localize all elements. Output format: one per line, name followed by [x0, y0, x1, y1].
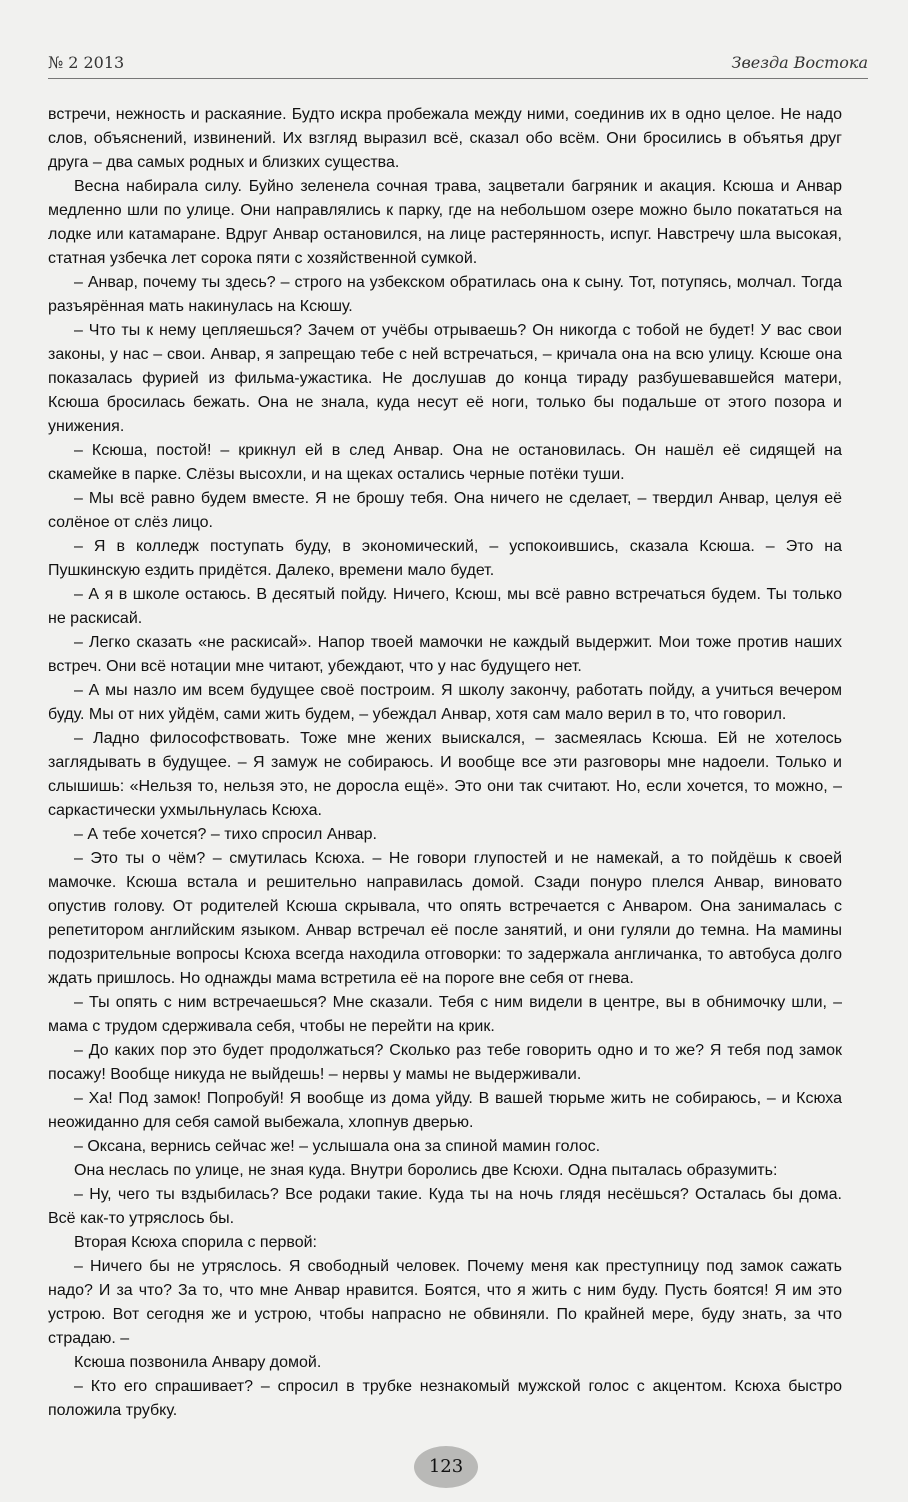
paragraph: Весна набирала силу. Буйно зеленела сочная трава, зацветали багряник и акация. Ксюша и Анвар медленно шли по улице. Они направлялись к парку, где на небольшом озере можно было покататься на лодке или катамаране. Вдруг Анвар остановился, на лице растерянность, испуг. Навстречу шла высокая, статная узбечка лет сорока пяти с хозяйственной сумкой.: [48, 178, 842, 267]
paragraph: – Легко сказать «не раскисай». Напор твоей мамочки не каждый выдержит. Мои тоже против наших встреч. Они всё нотации мне читают, убеждают, что у нас будущего нет.: [48, 634, 842, 675]
journal-title: Звезда Востока: [731, 53, 868, 72]
paragraph: – Кто его спрашивает? – спросил в трубке незнакомый мужской голос с акцентом. Ксюха быстро положила трубку.: [48, 1378, 842, 1419]
paragraph: – Ты опять с ним встречаешься? Мне сказали. Тебя с ним видели в центре, вы в обнимочку шли, – мама с трудом сдерживала себя, чтобы не перейти на крик.: [48, 994, 842, 1035]
page-number: 123: [414, 1446, 478, 1488]
paragraph: – Ну, чего ты вздыбилась? Все родаки такие. Куда ты на ночь глядя несёшься? Осталась бы дома. Всё как-то утряслось бы.: [48, 1186, 842, 1227]
paragraph: Ксюша позвонила Анвару домой.: [74, 1354, 322, 1371]
paragraph: – До каких пор это будет продолжаться? Сколько раз тебе говорить одно и то же? Я тебя под замок посажу! Вообще никуда не выйдешь! – нервы у мамы не выдерживали.: [48, 1042, 842, 1083]
issue-label: № 2 2013: [48, 53, 125, 72]
paragraph: Вторая Ксюха спорила с первой:: [74, 1234, 317, 1251]
paragraph: – Это ты о чём? – смутилась Ксюха. – Не говори глупостей и не намекай, а то пойдёшь к своей мамочке. Ксюша встала и решительно направилась домой. Сзади понуро плелся Анвар, виновато опустив голову. От родителей Ксюша скрывала, что опять встречается с Анваром. Она занималась с репетитором английским языком. Анвар встречал её после занятий, и они гуляли до темна. На мамины подозрительные вопросы Ксюха всегда находила отговорки: то задержала англичанка, то автобуса долго ждать пришлось. Но однажды мама встретила её на пороге вне себя от гнева.: [48, 850, 842, 987]
paragraph: – А я в школе остаюсь. В десятый пойду. Ничего, Ксюш, мы всё равно встречаться будем. Ты только не раскисай.: [48, 586, 842, 627]
running-header: [48, 48, 868, 88]
paragraph: – Оксана, вернись сейчас же! – услышала она за спиной мамин голос.: [74, 1138, 601, 1155]
paragraph: – Ксюша, постой! – крикнул ей в след Анвар. Она не остановилась. Он нашёл её сидящей на скамейке в парке. Слёзы высохли, и на щеках остались черные потёки туши.: [48, 442, 842, 483]
paragraph: – А мы назло им всем будущее своё построим. Я школу закончу, работать пойду, а учиться вечером буду. Мы от них уйдём, сами жить будем, – убеждал Анвар, хотя сам мало верил в то, что говорил.: [48, 682, 842, 723]
paragraph: – Я в колледж поступать буду, в экономический, – успокоившись, сказала Ксюша. – Это на Пушкинскую ездить придётся. Далеко, времени мало будет.: [48, 538, 842, 579]
paragraph: – Ха! Под замок! Попробуй! Я вообще из дома уйду. В вашей тюрьме жить не собираюсь, – и Ксюха неожиданно для себя самой выбежала, хлопнув дверью.: [48, 1090, 842, 1131]
paragraph: – Мы всё равно будем вместе. Я не брошу тебя. Она ничего не сделает, – твердил Анвар, целуя её солёное от слёз лицо.: [48, 490, 842, 531]
paragraph: встречи, нежность и раскаяние. Будто искра пробежала между ними, соединив их в одно целое. Не надо слов, объяснений, извинений. Их взгляд выразил всё, сказал обо всём. Они бросились в объятья друг друга – два самых родных и близких существа.: [48, 106, 842, 171]
text-body: [48, 103, 842, 1423]
header-rule: [48, 78, 868, 79]
paragraph: – А тебе хочется? – тихо спросил Анвар.: [74, 826, 377, 843]
paragraph: Она неслась по улице, не зная куда. Внутри боролись две Ксюхи. Одна пыталась образумить:: [74, 1162, 778, 1179]
paragraph: – Ничего бы не утряслось. Я свободный человек. Почему меня как преступницу под замок сажать надо? И за что? За то, что мне Анвар нравится. Боятся, что я жить с ним буду. Пусть боятся! Я им это устрою. Вот сегодня же и устрою, чтобы напрасно не обвиняли. По крайней мере, буду знать, за что страдаю. –: [48, 1258, 842, 1347]
paragraph: – Что ты к нему цепляешься? Зачем от учёбы отрываешь? Он никогда с тобой не будет! У вас свои законы, у нас – свои. Анвар, я запрещаю тебе с ней встречаться, – кричала она на всю улицу. Ксюше она показалась фурией из фильма-ужастика. Не дослушав до конца тираду разбушевавшейся матери, Ксюша бросилась бежать. Она не знала, куда несут её ноги, только бы подальше от этого позора и унижения.: [48, 322, 842, 435]
paragraph: – Ладно философствовать. Тоже мне жених выискался, – засмеялась Ксюша. Ей не хотелось заглядывать в будущее. – Я замуж не собираюсь. И вообще все эти разговоры мне надоели. Только и слышишь: «Нельзя то, нельзя это, не доросла ещё». Это они так считают. Но, если хочется, то можно, – саркастически ухмыльнулась Ксюха.: [48, 730, 842, 819]
paragraph: – Анвар, почему ты здесь? – строго на узбекском обратилась она к сыну. Тот, потупясь, молчал. Тогда разъярённая мать накинулась на Ксюшу.: [48, 274, 842, 315]
